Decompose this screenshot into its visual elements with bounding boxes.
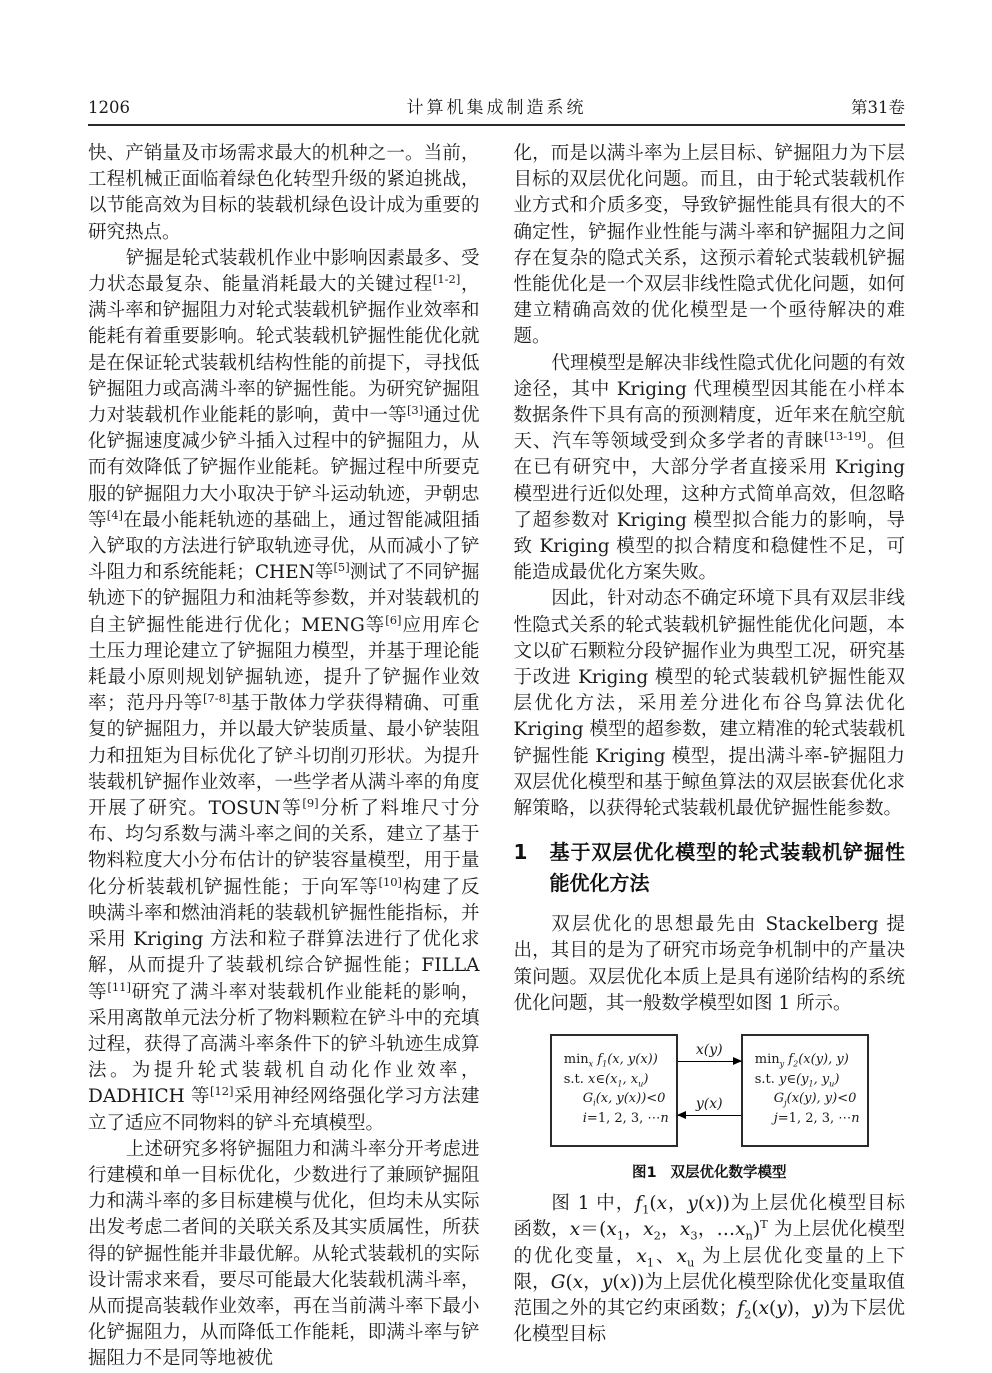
lower-to-upper-arrow [678, 1096, 741, 1116]
subscript: 1 [602, 1059, 608, 1069]
paragraph: 代理模型是解决非线性隐式优化问题的有效途径，其中 Kriging 代理模型因其能在小样本数据条件下具有高的预测精度，近年来在航空航天、汽车等领域受到众多学者的青睐[13-19]。但在已有研究中，大部分学者直接采用 Kriging 模型进行近似处理，这种方式简单高效，但忽略了超参数对 Kriging 模型拟合能力的影响，导致 Kriging 模型的拟合精度和稳健性不足，可能造成最优化方案失败。 [513, 352, 905, 584]
superscript-reference: [9] [302, 795, 319, 810]
subscript: 2 [744, 1307, 752, 1322]
math-variable: x [735, 1219, 746, 1241]
constraint-line: s.t. $x\in(x_1$, $x_u$) [563, 1071, 649, 1089]
journal-title: 计算机集成制造系统 [406, 98, 587, 118]
paragraph: 铲掘是轮式装载机作业中影响因素最多、受力状态最复杂、能量消耗最大的关键过程[1-2]，满斗率和铲掘阻力对轮式装载机铲掘作业效率和能耗有着重要影响。轮式装载机铲掘性能优化就是在保证轮式装载机结构性能的前提下，寻找低铲掘阻力或高满斗率的铲掘性能。为研究铲掘阻力对装载机作业能耗的影响，黄中一等[3]通过优化铲掘速度减少铲斗插入过程中的铲掘阻力，从而有效降低了铲掘作业能耗。铲掘过程中所要克服的铲掘阻力大小取决于铲斗运动轨迹，尹朝忠等[4]在最小能耗轨迹的基础上，通过智能减阻插入铲取的方法进行铲取轨迹寻优，从而减小了铲斗阻力和系统能耗；CHEN等[5]测试了不同铲掘轨迹下的铲掘阻力和油耗等参数，并对装载机的自主铲掘性能进行优化；MENG等[6]应用库仑土压力理论建立了铲掘阻力模型，并基于理论能耗最小原则规划铲掘轨迹，提升了铲掘作业效率；范丹丹等[7-8]基于散体力学获得精确、可重复的铲掘阻力，并以最大铲装质量、最小铲装阻力和扭矩为目标优化了铲斗切削刃形状。为提升装载机铲掘作业效率，一些学者从满斗率的角度开展了研究。TOSUN等[9]分析了料堆尺寸分布、均匀系数与满斗率之间的关系，建立了基于物料粒度大小分布估计的铲装容量模型，用于量化分析装载机铲掘性能；于向军等[10]构建了反映满斗率和燃油消耗的装载机铲掘性能指标，并采用 Kriging 方法和粒子群算法进行了优化求解，从而提升了装载机综合铲掘性能；FILLA 等[11]研究了满斗率对装载机作业能耗的影响，采用离散单元法分析了物料颗粒在铲斗中的充填过程，获得了高满斗率条件下的铲斗轨迹生成算法。为提升轮式装载机自动化作业效率，DADHICH 等[12]采用神经网络强化学习方法建立了适应不同物料的铲斗充填模型。 [88, 247, 480, 1134]
superscript-reference: T [760, 1217, 768, 1232]
superscript-reference: [1-2] [432, 271, 461, 286]
lower-level-model-box [741, 1034, 869, 1147]
math-variable: y [687, 1193, 698, 1215]
subscript: u [686, 1255, 695, 1270]
constraint-line: j=1, 2, 3, ⋯n [773, 1110, 860, 1126]
roman-text: =1, 2, 3, ⋯ [777, 1110, 852, 1126]
math-variable: x [643, 1219, 654, 1241]
paragraph: 图 1 中，$f_1(x$，y(x))为上层优化模型目标函数，$x=(x_1$，$x_2$，$x_3$，$\dots x_n)^T$ 为上层优化模型的优化变量，$x_1$、$x_u$ 为上层优化变量的上下限，G(x，y(x))为上层优化模型除优化变量取值范围之外的其它约束函数；$f_2(x(y)$，y)为下层优化模型目标 [513, 1193, 906, 1346]
right-column [514, 141, 906, 1373]
subscript: j [784, 1098, 787, 1108]
math-variable: x [606, 1219, 617, 1241]
constraint-line: i=1, 2, 3, ⋯n [582, 1110, 669, 1126]
objective-line: $\min_y f_2(x(y)$, y) [754, 1052, 849, 1069]
subscript: u [829, 1079, 835, 1089]
figure-caption-label: 图1 [631, 1165, 657, 1182]
roman-text: min [563, 1052, 589, 1068]
section-title: 基于双层优化模型的轮式装载机铲掘性能优化方法 [549, 840, 905, 896]
math-variable: f [635, 1193, 643, 1215]
bilevel-model-diagram [514, 1034, 906, 1147]
math-variable: x [705, 1193, 716, 1215]
figure-1 [514, 1034, 906, 1182]
subscript: 2 [653, 1228, 661, 1243]
paragraph: 上述研究多将铲掘阻力和满斗率分开考虑进行建模和单一目标优化，少数进行了兼顾铲掘阻力和满斗率的多目标建模与优化，但均未从实际出发考虑二者间的关联关系及其实质属性，所获得的铲掘性能并非最优解。从轮式装载机的实际设计需求来看，要尽可能最大化装载机满斗率，从而提高装载作业效率，再在当前满斗率下最小化铲掘阻力，从而降低工作能耗，即满斗率与铲掘阻力不是同等地被优 [88, 1138, 480, 1370]
math-variable: y [776, 1297, 787, 1319]
paragraph: 因此，针对动态不确定环境下具有双层非线性隐式关系的轮式装载机铲掘性能优化问题，本文以矿石颗粒分段铲掘作业为典型工况，研究基于改进 Kriging 模型的轮式装载机铲掘性能双层优化方法，采用差分进化布谷鸟算法优化 Kriging 模型的超参数，建立精准的轮式装载机铲掘性能 Kriging 模型，提出满斗率-铲掘阻力双层优化模型和基于鲸鱼算法的双层嵌套优化求解策略，以获得轮式装载机最优铲掘性能参数。 [513, 588, 905, 820]
roman-text: s.t. [754, 1071, 775, 1087]
figure-caption [514, 1161, 906, 1182]
paragraph: 化，而是以满斗率为上层目标、铲掘阻力为下层目标的双层优化问题。而且，由于轮式装载机作业方式和介质多变，导致铲掘性能具有很大的不确定性，铲掘作业性能与满斗率和铲掘阻力之间存在复杂的隐式关系，这预示着轮式装载机铲掘性能优化是一个双层非线性隐式优化问题，如何建立精确高效的优化模型是一个亟待解决的难题。 [513, 143, 905, 348]
math-variable: y [812, 1297, 824, 1319]
arrow-label-y-of-x: y(x) [695, 1096, 723, 1113]
subscript: 3 [690, 1228, 698, 1243]
roman-text: min [754, 1052, 780, 1068]
constraint-line: $G_j(x(y)$, y)<0 [773, 1091, 857, 1108]
roman-text: =1, 2, 3, ⋯ [586, 1110, 661, 1126]
superscript-reference: [10] [378, 874, 403, 889]
math-variable: x [679, 1219, 691, 1241]
upper-level-model-box [550, 1034, 678, 1147]
objective-line: $\min_x f_1(x$, y(x)) [563, 1052, 658, 1069]
roman-text: s.t. [563, 1071, 584, 1087]
superscript-reference: [3] [406, 402, 424, 417]
section-number: 1 [513, 840, 528, 865]
superscript-reference: [11] [107, 979, 131, 994]
subscript: 1 [642, 1202, 650, 1217]
paragraph: 快、产销量及市场需求最大的机种之一。当前，工程机械正面临着绿色化转型升级的紧迫挑战，以节能高效为目标的装载机绿色设计成为重要的研究热点。 [88, 143, 480, 243]
page-header [88, 93, 905, 118]
subscript: i [593, 1098, 596, 1108]
subscript: 2 [793, 1059, 799, 1069]
volume-label: 第31卷 [851, 98, 905, 117]
math-variable: x [676, 1245, 687, 1267]
superscript-reference: [5] [333, 560, 350, 575]
math-variable: x [572, 1271, 584, 1293]
subscript: 1 [808, 1079, 814, 1089]
right-column-mid-paragraphs [514, 912, 906, 1017]
math-variable: x [619, 1271, 631, 1293]
superscript-reference: [7-8] [202, 691, 231, 706]
right-arrow-icon [678, 1061, 741, 1062]
superscript-reference: [12] [209, 1084, 234, 1099]
page-number: 1206 [88, 98, 130, 117]
math-variable: x [758, 1297, 770, 1319]
math-variable: f [737, 1297, 745, 1319]
paragraph: 双层优化的思想最先由 Stackelberg 提出，其目的是为了研究市场竞争机制中的产量决策问题。双层优化本质上是具有递阶结构的系统优化问题，其一般数学模型如图 1 所示。 [513, 914, 905, 1014]
constraint-line: s.t. $y\in(y_1$, $y_u$) [754, 1071, 840, 1089]
section-heading [514, 837, 906, 899]
math-variable: G [550, 1271, 566, 1293]
subscript: u [638, 1079, 644, 1089]
left-arrow-icon [678, 1115, 741, 1116]
math-variable: x [569, 1219, 581, 1241]
subscript: y [779, 1059, 785, 1069]
superscript-reference: [4] [106, 507, 124, 522]
right-column-bottom-paragraphs [514, 1191, 906, 1348]
math-variable: y [601, 1271, 613, 1293]
superscript-reference: [6] [385, 612, 402, 627]
math-variable: x [636, 1245, 647, 1267]
left-column [88, 141, 480, 1373]
coupling-arrows [678, 1034, 741, 1147]
subscript: 1 [646, 1255, 655, 1270]
math-variable: x [656, 1193, 668, 1215]
upper-to-lower-arrow [678, 1042, 741, 1062]
arrow-label-x-of-y: x(y) [695, 1042, 723, 1059]
header-rule [88, 124, 905, 126]
superscript-reference: [13-19] [824, 429, 867, 444]
constraint-line: $G_i(x$, y(x))<0 [582, 1091, 666, 1108]
right-column-top-paragraphs [514, 141, 906, 822]
subscript: n [745, 1228, 753, 1243]
subscript: x [588, 1059, 594, 1069]
two-column-body [88, 141, 905, 1373]
subscript: 1 [617, 1079, 623, 1089]
subscript: 1 [616, 1228, 625, 1243]
figure-caption-text: 双层优化数学模型 [670, 1165, 787, 1182]
